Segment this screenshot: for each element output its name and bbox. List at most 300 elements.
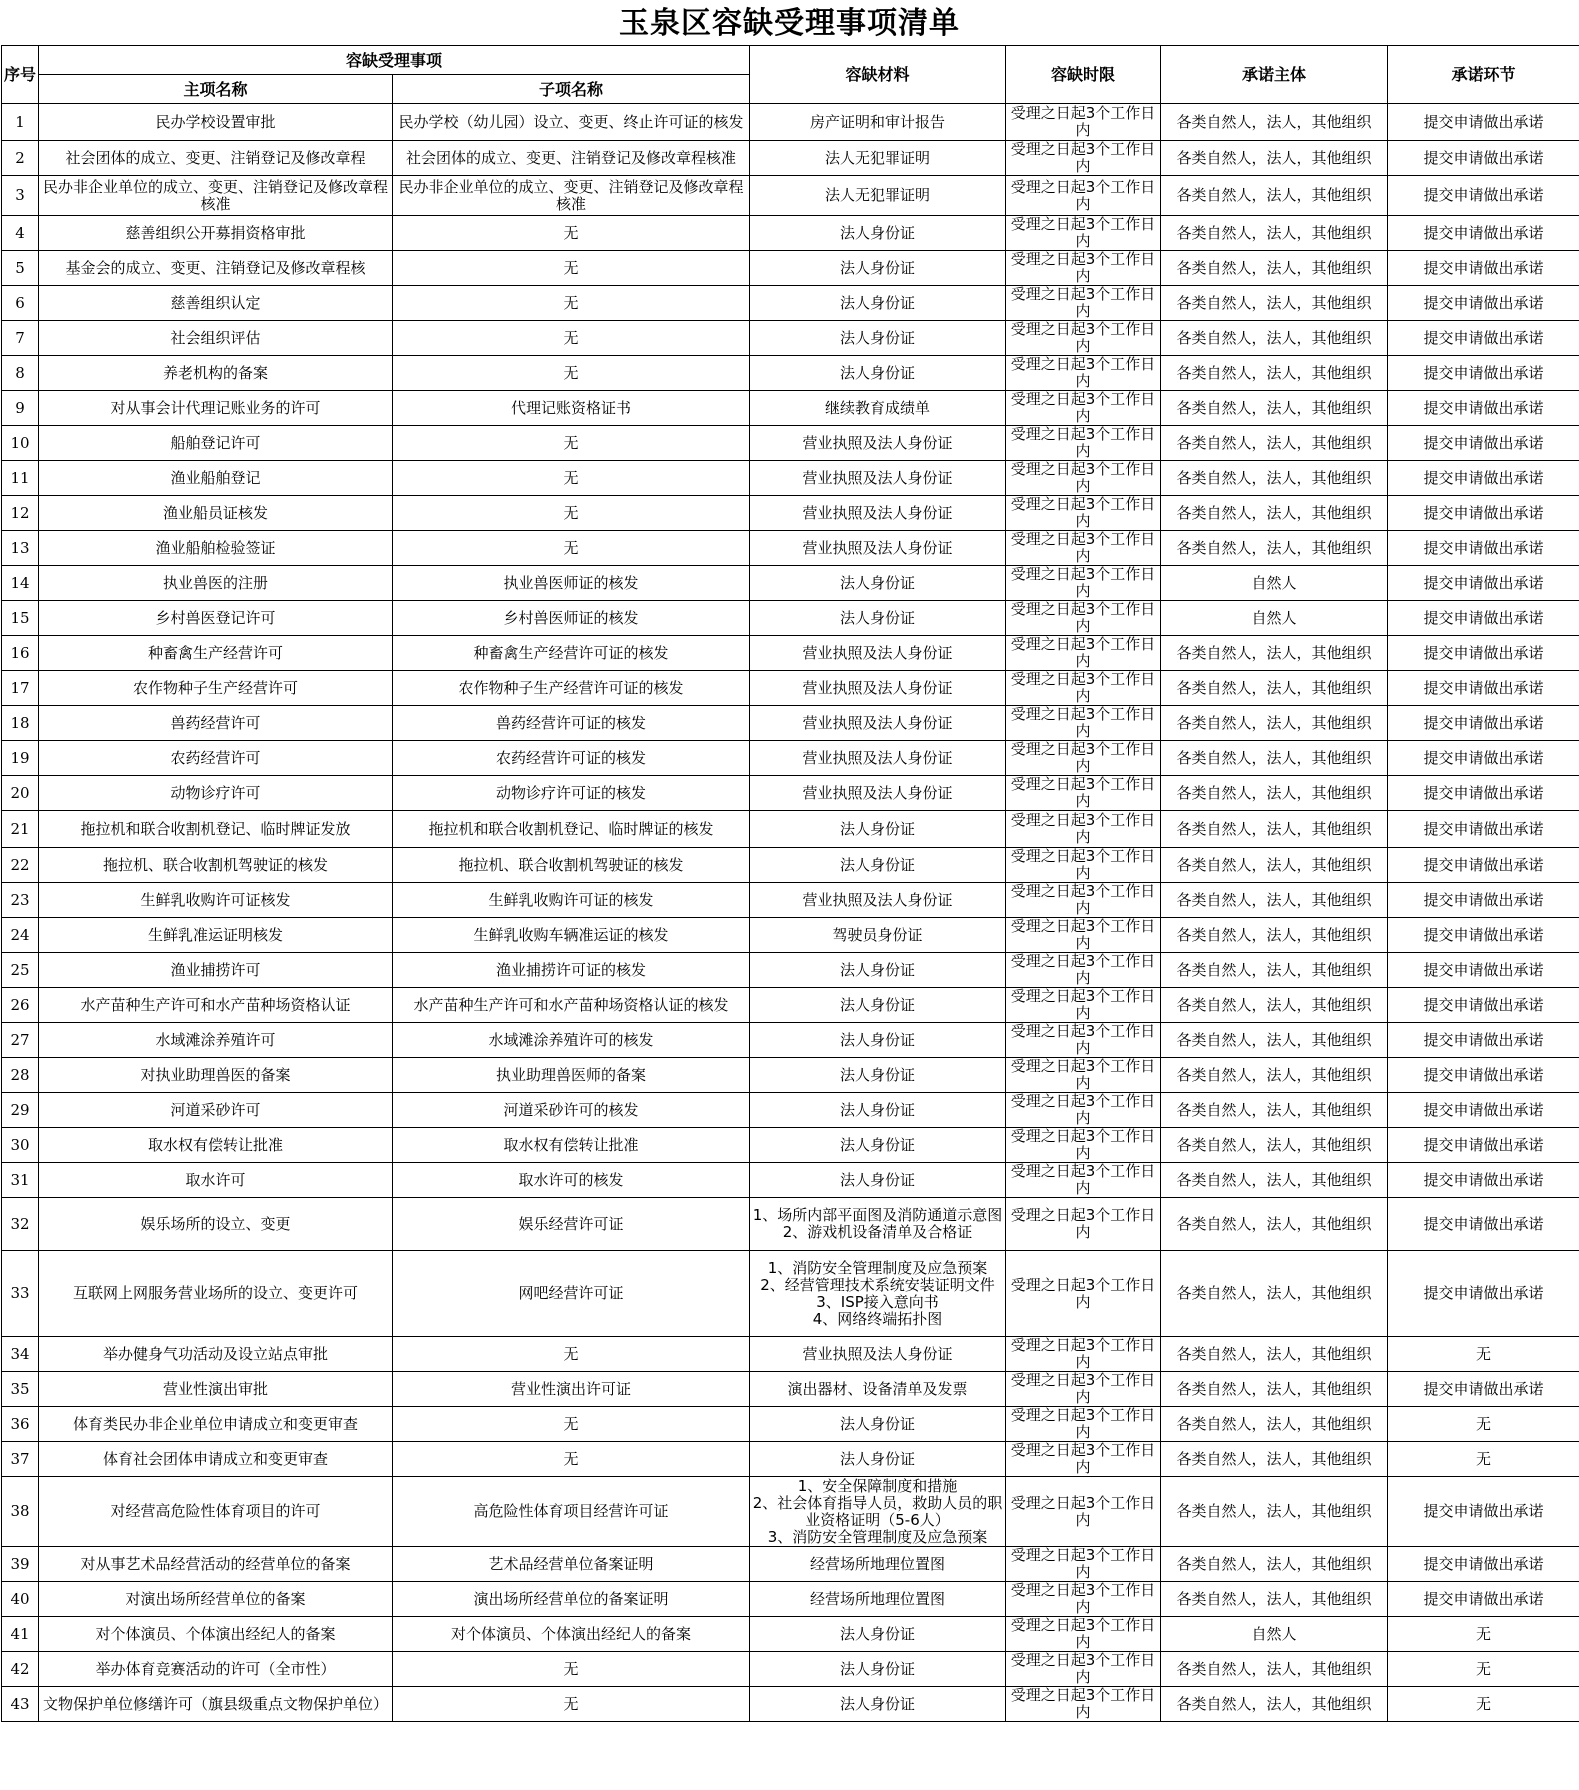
cell-materials [750, 1407, 1006, 1442]
cell-time-limit: 受理之日起3个工作日内 [1006, 1617, 1161, 1652]
cell-seq: 7 [2, 321, 39, 356]
cell-time-limit: 受理之日起3个工作日内 [1006, 741, 1161, 776]
cell-materials [750, 918, 1006, 953]
cell-sub-item: 生鲜乳收购许可证的核发 [393, 883, 750, 918]
header-row-1 [2, 46, 1579, 75]
cell-sub-item: 生鲜乳收购车辆准运证的核发 [393, 918, 750, 953]
cell-sub-item: 水产苗种生产许可和水产苗种场资格认证的核发 [393, 988, 750, 1023]
cell-seq: 37 [2, 1442, 39, 1477]
material-line: 继续教育成绩单 [825, 398, 931, 417]
cell-main-item: 慈善组织公开募捐资格审批 [39, 216, 393, 251]
cell-stage: 提交申请做出承诺 [1388, 1058, 1579, 1093]
table-row [2, 321, 1579, 356]
table-row [2, 953, 1579, 988]
cell-time-limit: 受理之日起3个工作日内 [1006, 1023, 1161, 1058]
material-line: 营业执照及法人身份证 [802, 468, 953, 487]
material-line: 1、场所内部平面图及消防通道示意图 [752, 1206, 1003, 1224]
cell-subject: 各类自然人，法人，其他组织 [1161, 883, 1388, 918]
cell-stage: 提交申请做出承诺 [1388, 356, 1579, 391]
table-row [2, 988, 1579, 1023]
material-line: 3、消防安全管理制度及应急预案 [767, 1527, 988, 1546]
cell-sub-item: 无 [393, 496, 750, 531]
cell-time-limit: 受理之日起3个工作日内 [1006, 1058, 1161, 1093]
cell-time-limit: 受理之日起3个工作日内 [1006, 176, 1161, 216]
cell-time-limit: 受理之日起3个工作日内 [1006, 706, 1161, 741]
cell-main-item: 社会团体的成立、变更、注销登记及修改章程 [39, 141, 393, 176]
cell-main-item: 体育社会团体申请成立和变更审查 [39, 1442, 393, 1477]
material-line: 法人身份证 [840, 1170, 916, 1189]
cell-materials [750, 1198, 1006, 1251]
table-row [2, 1687, 1579, 1722]
cell-sub-item: 拖拉机和联合收割机登记、临时牌证的核发 [393, 811, 750, 848]
table-row [2, 636, 1579, 671]
cell-stage: 无 [1388, 1617, 1579, 1652]
cell-stage: 提交申请做出承诺 [1388, 636, 1579, 671]
cell-materials [750, 356, 1006, 391]
cell-time-limit: 受理之日起3个工作日内 [1006, 1652, 1161, 1687]
cell-stage: 提交申请做出承诺 [1388, 953, 1579, 988]
table-row [2, 391, 1579, 426]
acceptance-items-table [1, 45, 1579, 1722]
material-line: 1、消防安全管理制度及应急预案 [767, 1258, 988, 1277]
cell-subject: 各类自然人，法人，其他组织 [1161, 636, 1388, 671]
table-row [2, 141, 1579, 176]
cell-materials [750, 566, 1006, 601]
cell-sub-item: 民办学校（幼儿园）设立、变更、终止许可证的核发 [393, 104, 750, 141]
cell-sub-item: 拖拉机、联合收割机驾驶证的核发 [393, 848, 750, 883]
cell-time-limit: 受理之日起3个工作日内 [1006, 848, 1161, 883]
cell-subject: 各类自然人，法人，其他组织 [1161, 1128, 1388, 1163]
cell-seq: 4 [2, 216, 39, 251]
table-row [2, 601, 1579, 636]
cell-sub-item: 无 [393, 356, 750, 391]
table-row [2, 104, 1579, 141]
cell-sub-item: 种畜禽生产经营许可证的核发 [393, 636, 750, 671]
cell-stage: 提交申请做出承诺 [1388, 141, 1579, 176]
cell-subject: 各类自然人，法人，其他组织 [1161, 1023, 1388, 1058]
cell-stage: 提交申请做出承诺 [1388, 1198, 1579, 1251]
cell-stage: 提交申请做出承诺 [1388, 104, 1579, 141]
cell-main-item: 社会组织评估 [39, 321, 393, 356]
cell-stage: 无 [1388, 1652, 1579, 1687]
table-row [2, 1251, 1579, 1337]
cell-time-limit: 受理之日起3个工作日内 [1006, 1582, 1161, 1617]
cell-subject: 各类自然人，法人，其他组织 [1161, 671, 1388, 706]
cell-seq: 33 [2, 1251, 39, 1337]
cell-stage: 提交申请做出承诺 [1388, 776, 1579, 811]
cell-seq: 10 [2, 426, 39, 461]
cell-subject: 各类自然人，法人，其他组织 [1161, 216, 1388, 251]
material-line: 法人身份证 [840, 1624, 916, 1643]
cell-subject: 各类自然人，法人，其他组织 [1161, 1547, 1388, 1582]
cell-subject: 各类自然人，法人，其他组织 [1161, 1058, 1388, 1093]
cell-subject: 自然人 [1161, 1617, 1388, 1652]
cell-main-item: 水产苗种生产许可和水产苗种场资格认证 [39, 988, 393, 1023]
cell-subject: 各类自然人，法人，其他组织 [1161, 1372, 1388, 1407]
cell-materials [750, 461, 1006, 496]
cell-materials [750, 1477, 1006, 1547]
material-line: 营业执照及法人身份证 [802, 433, 953, 452]
cell-sub-item: 无 [393, 251, 750, 286]
cell-main-item: 渔业船舶检验签证 [39, 531, 393, 566]
cell-seq: 23 [2, 883, 39, 918]
cell-subject: 各类自然人，法人，其他组织 [1161, 461, 1388, 496]
table-row [2, 1023, 1579, 1058]
table-row [2, 1582, 1579, 1617]
cell-stage: 提交申请做出承诺 [1388, 286, 1579, 321]
cell-materials [750, 636, 1006, 671]
cell-stage: 提交申请做出承诺 [1388, 1128, 1579, 1163]
cell-sub-item: 艺术品经营单位备案证明 [393, 1547, 750, 1582]
table-row [2, 671, 1579, 706]
cell-main-item: 文物保护单位修缮许可（旗县级重点文物保护单位） [39, 1687, 393, 1722]
cell-materials [750, 251, 1006, 286]
cell-subject: 各类自然人，法人，其他组织 [1161, 1687, 1388, 1722]
cell-sub-item: 对个体演员、个体演出经纪人的备案 [393, 1617, 750, 1652]
table-row [2, 811, 1579, 848]
cell-main-item: 对经营高危险性体育项目的许可 [39, 1477, 393, 1547]
cell-sub-item: 无 [393, 1687, 750, 1722]
cell-seq: 40 [2, 1582, 39, 1617]
cell-time-limit: 受理之日起3个工作日内 [1006, 216, 1161, 251]
table-row [2, 848, 1579, 883]
cell-time-limit: 受理之日起3个工作日内 [1006, 1442, 1161, 1477]
cell-main-item: 兽药经营许可 [39, 706, 393, 741]
cell-main-item: 基金会的成立、变更、注销登记及修改章程核 [39, 251, 393, 286]
cell-time-limit: 受理之日起3个工作日内 [1006, 1407, 1161, 1442]
cell-stage: 提交申请做出承诺 [1388, 496, 1579, 531]
cell-time-limit: 受理之日起3个工作日内 [1006, 356, 1161, 391]
cell-materials [750, 811, 1006, 848]
cell-main-item: 养老机构的备案 [39, 356, 393, 391]
material-line: 法人身份证 [840, 1449, 916, 1468]
cell-time-limit: 受理之日起3个工作日内 [1006, 426, 1161, 461]
cell-stage: 提交申请做出承诺 [1388, 321, 1579, 356]
cell-stage: 提交申请做出承诺 [1388, 1023, 1579, 1058]
header-seq: 序号 [2, 46, 39, 104]
cell-materials [750, 426, 1006, 461]
table-row [2, 1093, 1579, 1128]
material-line: 3、ISP接入意向书 [816, 1292, 939, 1311]
cell-main-item: 拖拉机和联合收割机登记、临时牌证发放 [39, 811, 393, 848]
cell-subject: 各类自然人，法人，其他组织 [1161, 391, 1388, 426]
material-line: 营业执照及法人身份证 [802, 643, 953, 662]
cell-main-item: 对从事艺术品经营活动的经营单位的备案 [39, 1547, 393, 1582]
cell-stage: 提交申请做出承诺 [1388, 848, 1579, 883]
material-line: 法人身份证 [840, 328, 916, 347]
material-line: 法人无犯罪证明 [825, 148, 931, 167]
table-row [2, 1617, 1579, 1652]
cell-stage: 提交申请做出承诺 [1388, 1582, 1579, 1617]
table-row [2, 918, 1579, 953]
cell-time-limit: 受理之日起3个工作日内 [1006, 776, 1161, 811]
cell-time-limit: 受理之日起3个工作日内 [1006, 1163, 1161, 1198]
cell-stage: 提交申请做出承诺 [1388, 1251, 1579, 1337]
table-row [2, 176, 1579, 216]
material-line: 法人身份证 [840, 960, 916, 979]
material-line: 2、社会体育指导人员，救助人员的职业资格证明（5-6人） [752, 1493, 1003, 1529]
cell-materials [750, 601, 1006, 636]
material-line: 营业执照及法人身份证 [802, 890, 953, 909]
table-row [2, 356, 1579, 391]
cell-seq: 11 [2, 461, 39, 496]
cell-seq: 39 [2, 1547, 39, 1582]
header-main-item: 主项名称 [39, 75, 393, 104]
cell-stage: 提交申请做出承诺 [1388, 531, 1579, 566]
cell-main-item: 举办健身气功活动及设立站点审批 [39, 1337, 393, 1372]
cell-subject: 各类自然人，法人，其他组织 [1161, 356, 1388, 391]
cell-subject: 各类自然人，法人，其他组织 [1161, 251, 1388, 286]
cell-seq: 42 [2, 1652, 39, 1687]
cell-main-item: 民办非企业单位的成立、变更、注销登记及修改章程核准 [39, 176, 393, 216]
cell-main-item: 对个体演员、个体演出经纪人的备案 [39, 1617, 393, 1652]
table-row [2, 426, 1579, 461]
cell-sub-item: 执业助理兽医师的备案 [393, 1058, 750, 1093]
cell-main-item: 取水权有偿转让批准 [39, 1128, 393, 1163]
table-row [2, 1372, 1579, 1407]
table-row [2, 776, 1579, 811]
cell-seq: 6 [2, 286, 39, 321]
cell-main-item: 河道采砂许可 [39, 1093, 393, 1128]
material-line: 营业执照及法人身份证 [802, 713, 953, 732]
cell-materials [750, 883, 1006, 918]
material-line: 房产证明和审计报告 [810, 112, 946, 131]
cell-stage: 无 [1388, 1337, 1579, 1372]
table-row [2, 1477, 1579, 1547]
material-line: 法人身份证 [840, 1030, 916, 1049]
header-subject: 承诺主体 [1161, 46, 1388, 104]
cell-seq: 5 [2, 251, 39, 286]
header-stage: 承诺环节 [1388, 46, 1579, 104]
cell-time-limit: 受理之日起3个工作日内 [1006, 671, 1161, 706]
cell-main-item: 乡村兽医登记许可 [39, 601, 393, 636]
cell-materials [750, 671, 1006, 706]
cell-materials [750, 706, 1006, 741]
material-line: 营业执照及法人身份证 [802, 1344, 953, 1363]
cell-materials [750, 988, 1006, 1023]
cell-sub-item: 执业兽医师证的核发 [393, 566, 750, 601]
material-line: 法人身份证 [840, 223, 916, 242]
cell-stage: 提交申请做出承诺 [1388, 216, 1579, 251]
material-line: 营业执照及法人身份证 [802, 678, 953, 697]
cell-sub-item: 水域滩涂养殖许可的核发 [393, 1023, 750, 1058]
cell-time-limit: 受理之日起3个工作日内 [1006, 1093, 1161, 1128]
cell-subject: 各类自然人，法人，其他组织 [1161, 104, 1388, 141]
table-row [2, 566, 1579, 601]
cell-seq: 38 [2, 1477, 39, 1547]
cell-stage: 提交申请做出承诺 [1388, 601, 1579, 636]
cell-main-item: 慈善组织认定 [39, 286, 393, 321]
cell-time-limit: 受理之日起3个工作日内 [1006, 1687, 1161, 1722]
cell-sub-item: 农作物种子生产经营许可证的核发 [393, 671, 750, 706]
cell-main-item: 体育类民办非企业单位申请成立和变更审查 [39, 1407, 393, 1442]
cell-materials [750, 1058, 1006, 1093]
cell-stage: 无 [1388, 1407, 1579, 1442]
cell-sub-item: 民办非企业单位的成立、变更、注销登记及修改章程核准 [393, 176, 750, 216]
cell-main-item: 农药经营许可 [39, 741, 393, 776]
cell-subject: 各类自然人，法人，其他组织 [1161, 1407, 1388, 1442]
cell-materials [750, 1582, 1006, 1617]
cell-materials [750, 741, 1006, 776]
material-line: 法人无犯罪证明 [825, 186, 931, 204]
material-line: 法人身份证 [840, 608, 916, 627]
cell-materials [750, 1617, 1006, 1652]
cell-seq: 29 [2, 1093, 39, 1128]
cell-sub-item: 无 [393, 1407, 750, 1442]
cell-subject: 各类自然人，法人，其他组织 [1161, 1477, 1388, 1547]
cell-sub-item: 网吧经营许可证 [393, 1251, 750, 1337]
cell-materials [750, 1337, 1006, 1372]
cell-seq: 34 [2, 1337, 39, 1372]
table-row [2, 1337, 1579, 1372]
cell-sub-item: 高危险性体育项目经营许可证 [393, 1477, 750, 1547]
cell-sub-item: 代理记账资格证书 [393, 391, 750, 426]
cell-subject: 各类自然人，法人，其他组织 [1161, 1198, 1388, 1251]
cell-seq: 30 [2, 1128, 39, 1163]
cell-seq: 8 [2, 356, 39, 391]
cell-time-limit: 受理之日起3个工作日内 [1006, 461, 1161, 496]
cell-seq: 25 [2, 953, 39, 988]
cell-time-limit: 受理之日起3个工作日内 [1006, 391, 1161, 426]
cell-seq: 20 [2, 776, 39, 811]
cell-subject: 各类自然人，法人，其他组织 [1161, 848, 1388, 883]
material-line: 法人身份证 [840, 819, 916, 838]
cell-stage: 提交申请做出承诺 [1388, 671, 1579, 706]
material-line: 2、经营管理技术系统安装证明文件 [760, 1275, 995, 1294]
cell-stage: 提交申请做出承诺 [1388, 1372, 1579, 1407]
cell-main-item: 对演出场所经营单位的备案 [39, 1582, 393, 1617]
material-line: 2、游戏机设备清单及合格证 [782, 1223, 973, 1241]
cell-seq: 16 [2, 636, 39, 671]
cell-subject: 各类自然人，法人，其他组织 [1161, 1163, 1388, 1198]
cell-sub-item: 乡村兽医师证的核发 [393, 601, 750, 636]
header-materials: 容缺材料 [750, 46, 1006, 104]
table-row [2, 531, 1579, 566]
cell-materials [750, 141, 1006, 176]
cell-materials [750, 496, 1006, 531]
cell-main-item: 娱乐场所的设立、变更 [39, 1198, 393, 1251]
header-items-group: 容缺受理事项 [39, 46, 750, 75]
cell-main-item: 举办体育竞赛活动的许可（全市性） [39, 1652, 393, 1687]
cell-main-item: 互联网上网服务营业场所的设立、变更许可 [39, 1251, 393, 1337]
table-row [2, 461, 1579, 496]
table-row [2, 216, 1579, 251]
cell-subject: 各类自然人，法人，其他组织 [1161, 988, 1388, 1023]
cell-materials [750, 1652, 1006, 1687]
cell-time-limit: 受理之日起3个工作日内 [1006, 496, 1161, 531]
cell-seq: 3 [2, 176, 39, 216]
cell-materials [750, 391, 1006, 426]
cell-materials [750, 848, 1006, 883]
cell-time-limit: 受理之日起3个工作日内 [1006, 321, 1161, 356]
cell-main-item: 对执业助理兽医的备案 [39, 1058, 393, 1093]
cell-sub-item: 渔业捕捞许可证的核发 [393, 953, 750, 988]
cell-subject: 各类自然人，法人，其他组织 [1161, 706, 1388, 741]
cell-seq: 17 [2, 671, 39, 706]
cell-seq: 9 [2, 391, 39, 426]
material-line: 法人身份证 [840, 1135, 916, 1154]
table-row [2, 1163, 1579, 1198]
cell-time-limit: 受理之日起3个工作日内 [1006, 953, 1161, 988]
cell-subject: 各类自然人，法人，其他组织 [1161, 1251, 1388, 1337]
cell-sub-item: 娱乐经营许可证 [393, 1198, 750, 1251]
cell-sub-item: 无 [393, 1652, 750, 1687]
cell-time-limit: 受理之日起3个工作日内 [1006, 1547, 1161, 1582]
cell-time-limit: 受理之日起3个工作日内 [1006, 1251, 1161, 1337]
cell-subject: 各类自然人，法人，其他组织 [1161, 1582, 1388, 1617]
table-row [2, 706, 1579, 741]
cell-sub-item: 取水权有偿转让批准 [393, 1128, 750, 1163]
material-line: 驾驶员身份证 [832, 925, 923, 944]
material-line: 营业执照及法人身份证 [802, 748, 953, 767]
material-line: 法人身份证 [840, 1659, 916, 1678]
cell-time-limit: 受理之日起3个工作日内 [1006, 1477, 1161, 1547]
cell-seq: 24 [2, 918, 39, 953]
cell-seq: 41 [2, 1617, 39, 1652]
cell-time-limit: 受理之日起3个工作日内 [1006, 988, 1161, 1023]
cell-main-item: 船舶登记许可 [39, 426, 393, 461]
cell-materials [750, 1547, 1006, 1582]
cell-sub-item: 无 [393, 216, 750, 251]
cell-time-limit: 受理之日起3个工作日内 [1006, 1337, 1161, 1372]
cell-subject: 各类自然人，法人，其他组织 [1161, 1093, 1388, 1128]
cell-sub-item: 无 [393, 426, 750, 461]
cell-time-limit: 受理之日起3个工作日内 [1006, 1372, 1161, 1407]
cell-stage: 提交申请做出承诺 [1388, 176, 1579, 216]
cell-stage: 提交申请做出承诺 [1388, 461, 1579, 496]
cell-main-item: 生鲜乳准运证明核发 [39, 918, 393, 953]
cell-sub-item: 社会团体的成立、变更、注销登记及修改章程核准 [393, 141, 750, 176]
table-row [2, 883, 1579, 918]
cell-materials [750, 1163, 1006, 1198]
cell-stage: 提交申请做出承诺 [1388, 918, 1579, 953]
cell-main-item: 种畜禽生产经营许可 [39, 636, 393, 671]
material-line: 法人身份证 [840, 1065, 916, 1084]
cell-sub-item: 无 [393, 531, 750, 566]
cell-main-item: 动物诊疗许可 [39, 776, 393, 811]
cell-sub-item: 无 [393, 461, 750, 496]
cell-main-item: 生鲜乳收购许可证核发 [39, 883, 393, 918]
cell-time-limit: 受理之日起3个工作日内 [1006, 286, 1161, 321]
cell-subject: 各类自然人，法人，其他组织 [1161, 426, 1388, 461]
cell-seq: 13 [2, 531, 39, 566]
cell-time-limit: 受理之日起3个工作日内 [1006, 601, 1161, 636]
cell-main-item: 水域滩涂养殖许可 [39, 1023, 393, 1058]
material-line: 4、网络终端拓扑图 [812, 1309, 943, 1328]
cell-seq: 28 [2, 1058, 39, 1093]
cell-subject: 各类自然人，法人，其他组织 [1161, 286, 1388, 321]
cell-stage: 提交申请做出承诺 [1388, 988, 1579, 1023]
table-row [2, 1547, 1579, 1582]
cell-materials [750, 1093, 1006, 1128]
cell-time-limit: 受理之日起3个工作日内 [1006, 141, 1161, 176]
cell-time-limit: 受理之日起3个工作日内 [1006, 811, 1161, 848]
cell-sub-item: 无 [393, 1337, 750, 1372]
header-time-limit: 容缺时限 [1006, 46, 1161, 104]
cell-main-item: 渔业船舶登记 [39, 461, 393, 496]
cell-subject: 各类自然人，法人，其他组织 [1161, 141, 1388, 176]
cell-sub-item: 演出场所经营单位的备案证明 [393, 1582, 750, 1617]
cell-stage: 提交申请做出承诺 [1388, 251, 1579, 286]
cell-subject: 各类自然人，法人，其他组织 [1161, 811, 1388, 848]
cell-stage: 无 [1388, 1442, 1579, 1477]
cell-seq: 32 [2, 1198, 39, 1251]
cell-subject: 各类自然人，法人，其他组织 [1161, 1337, 1388, 1372]
cell-seq: 1 [2, 104, 39, 141]
cell-subject: 各类自然人，法人，其他组织 [1161, 321, 1388, 356]
cell-materials [750, 531, 1006, 566]
cell-subject: 各类自然人，法人，其他组织 [1161, 741, 1388, 776]
